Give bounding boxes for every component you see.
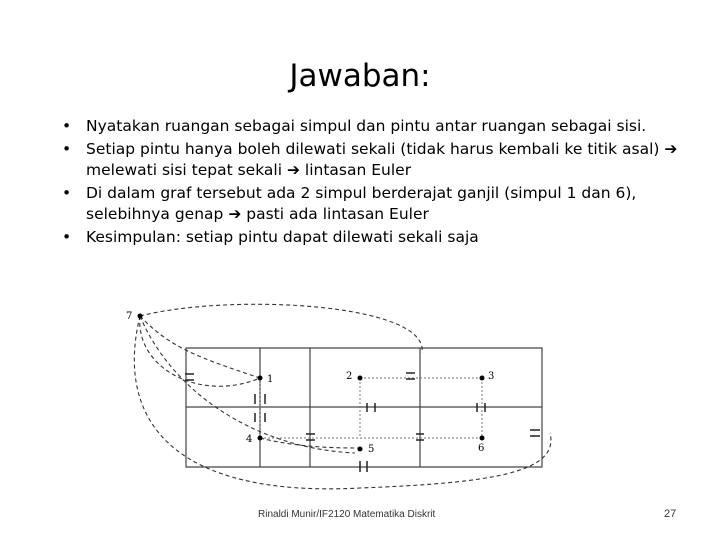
arrow-right-icon: ➔ [228,205,242,223]
bullet-text: Kesimpulan: setiap pintu dapat dilewati sekali saja [86,228,479,246]
node-label-2: 2 [346,371,353,382]
bullet-text: lintasan Euler [299,161,412,179]
bullet-text: Nyatakan ruangan sebagai simpul dan pintu antar ruangan sebagai sisi. [86,117,647,135]
node-label-4: 4 [246,434,253,445]
bullet-text: Setiap pintu hanya boleh dilewati sekali (tidak harus kembali ke titik asal) [86,140,665,158]
bullet-text: Di dalam graf tersebut ada 2 simpul berderajat ganjil (simpul 1 dan 6), selebihnya genap [86,184,637,223]
node-label-7: 7 [126,311,133,322]
node-label-1: 1 [267,374,274,385]
bullet-icon: • [62,228,72,246]
bullet-item-4 [62,227,702,248]
bullet-icon: • [62,140,72,158]
footer-text: Rinaldi Munir/IF2120 Matematika Diskrit [258,509,436,520]
bullet-item-2 [62,139,702,181]
arrow-right-icon: ➔ [664,140,678,158]
bullet-item-1 [62,116,702,137]
page-number: 27 [664,508,677,520]
bullet-icon: • [62,117,72,135]
floor-plan-graph-diagram [110,298,560,498]
bullet-icon: • [62,184,72,202]
node-label-5: 5 [368,444,375,455]
bullet-text: melewati sisi tepat sekali [86,161,287,179]
node-label-3: 3 [488,371,495,382]
arrow-right-icon: ➔ [286,161,300,179]
bullet-text: pasti ada lintasan Euler [241,205,429,223]
bullet-list [62,116,702,250]
slide-title: Jawaban: [289,58,431,94]
bullet-item-3 [62,183,702,225]
node-label-6: 6 [478,443,485,454]
